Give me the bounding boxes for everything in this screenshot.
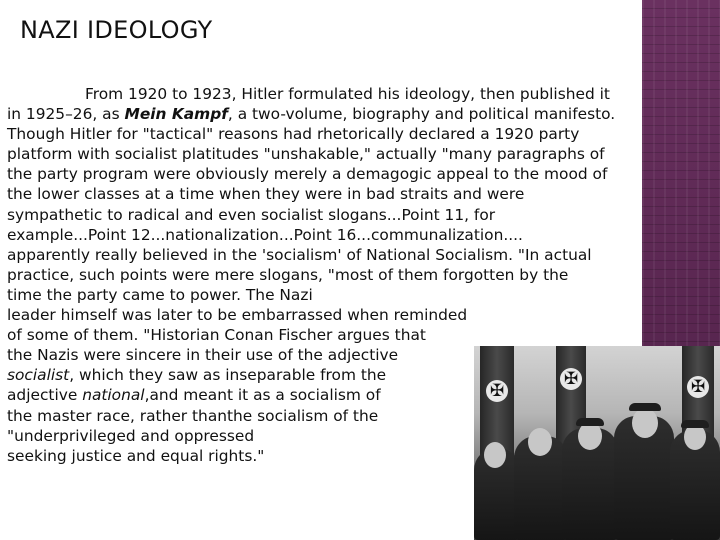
body-line: leader himself was later to be embarrassed when reminded [7,306,468,325]
body-line: example...Point 12...nationalization...Point 16...communalization.... [7,225,523,244]
body-text-run: adjective [7,386,83,405]
body-line: Though Hitler for "tactical" reasons had rhetorically declared a 1920 party [7,125,580,144]
body-text-run: , which they saw as inseparable from the [69,366,387,385]
emphasized-word: socialist [7,366,70,385]
body-line: seeking justice and equal rights." [7,446,265,465]
body-line: time the party came to power. The Nazi [7,285,313,304]
slide-title: NAZI IDEOLOGY [20,16,213,44]
body-line: apparently really believed in the 'socialism' of National Socialism. "In actual [7,245,592,264]
body-paragraph [7,84,639,466]
body-text-run: in 1925–26, as [7,105,125,124]
body-line: the party program were obviously merely a demagogic appeal to the mood of [7,165,608,184]
body-line [7,365,639,385]
body-line [7,104,639,124]
body-line: the master race, rather thanthe socialism of the [7,406,379,425]
body-line: the lower classes at a time when they were in bad straits and were [7,185,525,204]
body-line [7,385,639,405]
banner-emblem-icon [687,376,709,398]
body-line: platform with socialist platitudes "unshakable," actually "many paragraphs of [7,145,605,164]
body-line: "underprivileged and oppressed [7,426,255,445]
body-line: of some of them. "Historian Conan Fischer argues that [7,326,426,345]
body-line: From 1920 to 1923, Hitler formulated his ideology, then published it [85,85,610,103]
book-title: Mein Kampf [124,105,228,124]
body-line: practice, such points were mere slogans, "most of them forgotten by the [7,265,569,284]
body-text-run: , a two-volume, biography and political manifesto. [227,105,616,124]
emphasized-word: national [82,386,145,405]
body-line: the Nazis were sincere in their use of the adjective [7,346,399,365]
body-line: sympathetic to radical and even socialist slogans...Point 11, for [7,205,496,224]
body-text-run: ,and meant it as a socialism of [144,386,381,405]
photo-figure-cap [681,420,709,428]
